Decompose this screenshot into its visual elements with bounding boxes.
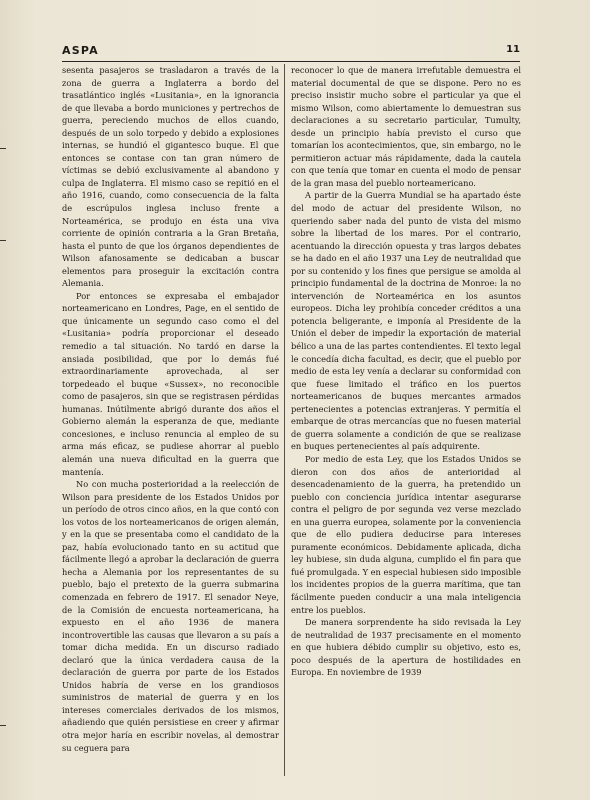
- binder-mark: [0, 240, 6, 241]
- binder-mark: [0, 725, 6, 726]
- column-divider: [284, 64, 285, 776]
- running-head: [62, 44, 520, 58]
- paragraph: Por entonces se expresaba el embajador norteamericano en Londres, Page, en el sentido de que únicamente un segundo caso como el del «Lusitania» podría proporcionar el deseado remedio a tal situación. No tardó en darse la ansiada posibilidad, que por lo demás fué extraordinariamente aprovechada, al ser torpedeado el buque «Sussex», no reconocible como de pasajeros, sin que se registrasen pérdidas humanas. Inútilmente abrigó durante dos años el Gobierno alemán la esperanza de que, mediante concesiones, e incluso renuncia al empleo de su arma más eficaz, se pudiese ahorrar al pueblo alemán una nueva dificultad en la guerra que mantenía.: [62, 290, 279, 477]
- paragraph: De manera sorprendente ha sido revisada la Ley de neutralidad de 1937 precisamente en el momento en que hubiera débido cumplir su objetivo, esto es, poco después de la apertura de hostilidades en Europa. En noviembre de 1939: [291, 617, 521, 678]
- binder-mark: [0, 148, 6, 149]
- left-column: [62, 64, 279, 780]
- right-column: [291, 64, 521, 780]
- paragraph: reconocer lo que de manera irrefutable demuestra el material documental de que se dispone. Pero no es preciso insistir mucho sobre el particular ya que el mismo Wilson, como abiertamente lo demuestran sus declaraciones a su secretario particular, Tumulty, desde un principio había previsto el curso que tomarían los acontecimientos, que, sin embargo, no le permitieron actuar más rápidamente, dada la cautela con que tenía que tomar en cuenta el modo de pensar de la gran masa del pueblo norteamericano.: [291, 65, 521, 188]
- paragraph: No con mucha posterioridad a la reelección de Wilson para presidente de los Estados Unidos por un período de otros cinco años, en la que contó con los votos de los norteamericanos de origen alemán, y en la que se presentaba como el candidato de la paz, había evolucionado tanto en su actitud que fácilmente llegó a aprobar la declaración de guerra hecha a Alemania por los representantes de su pueblo, bajo el pretexto de la guerra submarina comenzada en febrero de 1917. El senador Neye, de la Comisión de encuesta norteamericana, ha expuesto en el año 1936 de manera incontrovertible las causas que llevaron a su país a tomar dicha medida. En un discurso radiado declaró que la única verdadera causa de la declaración de guerra por parte de los Estados Unidos habría de verse en los grandiosos suministros de material de guerra y en los intereses comerciales derivados de los mismos, añadiendo que quién persistiese en creer y afirmar otra mejor haría en escribir novelas, al demostrar su ceguera para: [62, 479, 279, 753]
- paragraph: A partir de la Guerra Mundial se ha apartado éste del modo de actuar del presidente Wilson, no queriendo saber nada del punto de vista del mismo sobre la libertad de los mares. Por el contrario, acentuando la dirección opuesta y tras largos debates se ha dado en el año 1937 una Ley de neutralidad que por su contenido y los fines que persigue se amolda al principio fundamental de la doctrina de Monroe: la no intervención de Norteamérica en los asuntos europeos. Dicha ley prohibía conceder créditos a una potencia beligerante, e imponía al Presidente de la Unión el deber de impedir la exportación de material bélico a una de las partes contendientes. El texto legal le concedía dicha facultad, es decir, que el pueblo por medio de esta ley venía a declarar su conformidad con que fuese limitado el tráfico en los puertos norteamericanos de buques mercantes armados pertenecientes a potencias extranjeras. Y permitía el embarque de otras mercancías que no fuesen material de guerra solamente a condición de que se realizase en buques pertenecientes al país adquirente.: [291, 190, 521, 452]
- paragraph: sesenta pasajeros se trasladaron a través de la zona de guerra a Inglaterra a bordo del trasatlántico inglés «Lusitania», en la ignorancia de que llevaba a bordo municiones y pertrechos de guerra, pereciendo muchos de ellos cuando, después de un solo torpedo y debido a explosiones internas, se hundió el gigantesco buque. El que entonces se contase con tan gran número de víctimas se debió exclusivamente al abandono y culpa de Inglaterra. El mismo caso se repitió en el año 1916, cuando, como consecuencia de la falta de escrúpulos inglesa incluso frente a Norteamérica, se produjo en ésta una viva corriente de opinión contraria a la Gran Bretaña, hasta el punto de que los órganos dependientes de Wilson afanosamente se dedicaban a buscar elementos para proseguir la excitación contra Alemania.: [62, 65, 279, 289]
- journal-title: ASPA: [62, 44, 99, 57]
- paragraph: Por medio de esta Ley, que los Estados Unidos se dieron con dos años de anterioridad al desencadenamiento de la guerra, ha pretendido un pueblo con conciencia jurídica intentar asegurarse contra el peligro de por segunda vez verse mezclado en una guerra europea, solamente por la conveniencia que de ello pudiera deducirse para intereses puramente económicos. Debidamente aplicada, dicha ley hubiese, sin duda alguna, cumplido el fin para que fué promulgada. Y en especial hubiesen sido imposible los incidentes propios de la guerra marítima, que tan fácilmente pueden conducir a una mala inteligencia entre los pueblos.: [291, 453, 521, 615]
- header-rule: [62, 61, 520, 62]
- page-number: 11: [506, 44, 520, 55]
